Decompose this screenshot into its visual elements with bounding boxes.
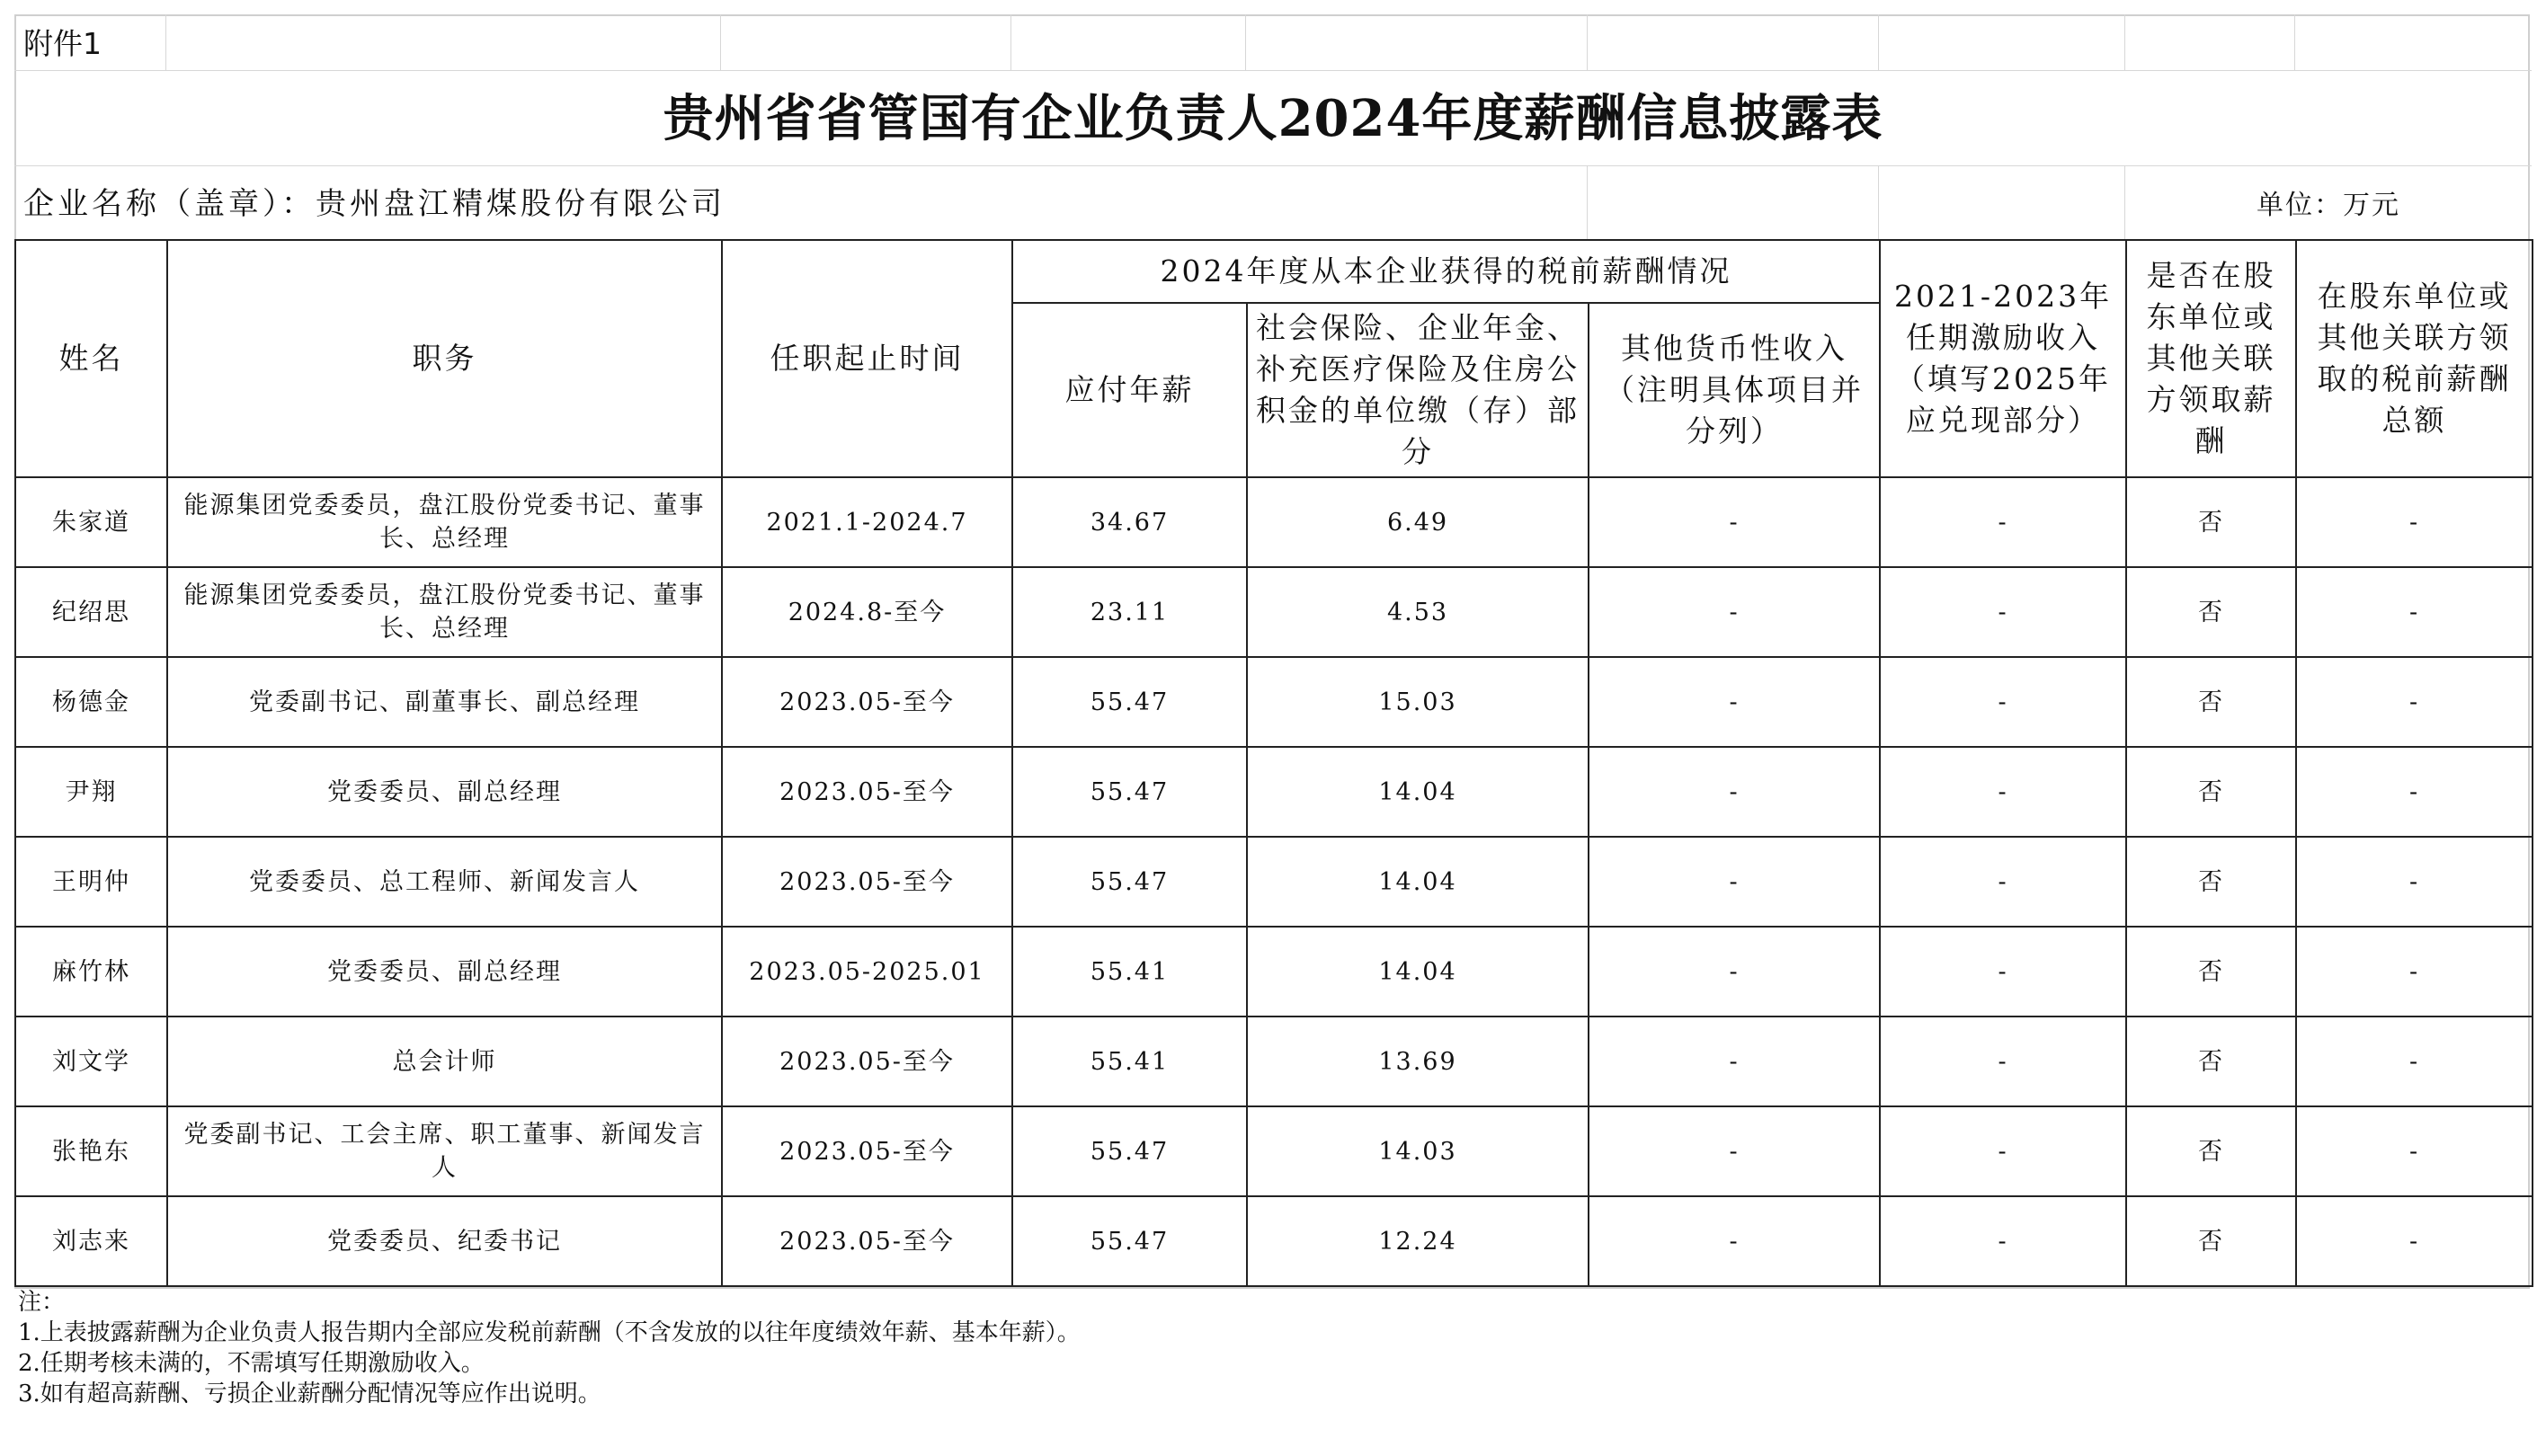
table-row [15, 657, 2533, 747]
gridline [1245, 14, 1246, 70]
cell-term: 2023.05-2025.01 [722, 927, 1012, 1017]
cell-position: 党委委员、纪委书记 [167, 1196, 722, 1286]
gridline [1010, 14, 1011, 70]
cell-annual-pay: 55.41 [1012, 927, 1247, 1017]
note-item: 1.上表披露薪酬为企业负责人报告期内全部应发税前薪酬（不含发放的以往年度绩效年薪、基本年薪）。 [18, 1319, 1081, 1346]
cell-term: 2023.05-至今 [722, 1017, 1012, 1106]
cell-position: 党委委员、副总经理 [167, 927, 722, 1017]
cell-incentive: - [1880, 1017, 2126, 1106]
gridline [14, 70, 2532, 71]
cell-shareholder-paid: 否 [2126, 747, 2296, 837]
cell-name: 朱家道 [15, 477, 167, 567]
cell-name: 纪绍思 [15, 567, 167, 657]
cell-other: - [1589, 927, 1880, 1017]
cell-term: 2021.1-2024.7 [722, 477, 1012, 567]
table-row [15, 747, 2533, 837]
cell-social: 13.69 [1247, 1017, 1589, 1106]
cell-shareholder-paid: 否 [2126, 657, 2296, 747]
cell-annual-pay: 55.47 [1012, 837, 1247, 927]
cell-other: - [1589, 477, 1880, 567]
cell-shareholder-paid: 否 [2126, 1017, 2296, 1106]
header-shareholder-paid: 是否在股东单位或其他关联方领取薪酬 [2126, 240, 2296, 477]
table-row [15, 1196, 2533, 1286]
cell-annual-pay: 55.47 [1012, 1106, 1247, 1196]
cell-social: 6.49 [1247, 477, 1589, 567]
gridline [1587, 14, 1588, 70]
cell-shareholder-total: - [2296, 1106, 2533, 1196]
cell-incentive: - [1880, 927, 2126, 1017]
note-item: 3.如有超高薪酬、亏损企业薪酬分配情况等应作出说明。 [18, 1381, 601, 1407]
cell-other: - [1589, 567, 1880, 657]
cell-social: 14.04 [1247, 927, 1589, 1017]
cell-shareholder-paid: 否 [2126, 927, 2296, 1017]
header-group-2024: 2024年度从本企业获得的税前薪酬情况 [1012, 240, 1880, 303]
cell-position: 能源集团党委委员，盘江股份党委书记、董事长、总经理 [167, 567, 722, 657]
cell-incentive: - [1880, 747, 2126, 837]
cell-social: 4.53 [1247, 567, 1589, 657]
cell-incentive: - [1880, 1196, 2126, 1286]
notes [18, 1287, 1081, 1409]
gridline [1878, 14, 1879, 70]
cell-shareholder-total: - [2296, 567, 2533, 657]
cell-shareholder-total: - [2296, 657, 2533, 747]
cell-shareholder-total: - [2296, 747, 2533, 837]
header-other-income: 其他货币性收入（注明具体项目并分列） [1589, 303, 1880, 477]
cell-other: - [1589, 1196, 1880, 1286]
cell-shareholder-paid: 否 [2126, 837, 2296, 927]
header-incentive: 2021-2023年任期激励收入（填写2025年应兑现部分） [1880, 240, 2126, 477]
cell-other: - [1589, 1106, 1880, 1196]
cell-name: 杨德金 [15, 657, 167, 747]
gridline [1587, 165, 1588, 239]
unit-label: 单位：万元 [2257, 190, 2400, 221]
company-label: 企业名称（盖章）：贵州盘江精煤股份有限公司 [23, 186, 726, 222]
cell-shareholder-total: - [2296, 837, 2533, 927]
table-row [15, 837, 2533, 927]
cell-position: 党委副书记、副董事长、副总经理 [167, 657, 722, 747]
cell-social: 14.04 [1247, 747, 1589, 837]
cell-shareholder-paid: 否 [2126, 1196, 2296, 1286]
cell-term: 2023.05-至今 [722, 1196, 1012, 1286]
gridline [2294, 14, 2295, 70]
header-position: 职务 [167, 240, 722, 477]
header-term: 任职起止时间 [722, 240, 1012, 477]
gridline [14, 165, 2532, 166]
cell-name: 尹翔 [15, 747, 167, 837]
cell-annual-pay: 23.11 [1012, 567, 1247, 657]
cell-other: - [1589, 1017, 1880, 1106]
cell-shareholder-total: - [2296, 927, 2533, 1017]
gridline [1878, 165, 1879, 239]
cell-annual-pay: 55.47 [1012, 747, 1247, 837]
cell-annual-pay: 55.41 [1012, 1017, 1247, 1106]
cell-term: 2024.8-至今 [722, 567, 1012, 657]
cell-term: 2023.05-至今 [722, 837, 1012, 927]
page-title: 贵州省省管国有企业负责人2024年度薪酬信息披露表 [663, 89, 1883, 148]
gridline [2124, 14, 2125, 70]
header-shareholder-total: 在股东单位或其他关联方领取的税前薪酬总额 [2296, 240, 2533, 477]
cell-shareholder-paid: 否 [2126, 1106, 2296, 1196]
cell-social: 14.03 [1247, 1106, 1589, 1196]
cell-name: 麻竹林 [15, 927, 167, 1017]
cell-incentive: - [1880, 657, 2126, 747]
notes-heading: 注： [18, 1289, 66, 1316]
gridline [720, 14, 721, 70]
cell-name: 刘文学 [15, 1017, 167, 1106]
annex-label: 附件1 [23, 26, 102, 61]
cell-name: 刘志来 [15, 1196, 167, 1286]
cell-shareholder-total: - [2296, 1017, 2533, 1106]
cell-annual-pay: 55.47 [1012, 657, 1247, 747]
cell-position: 总会计师 [167, 1017, 722, 1106]
table-row [15, 927, 2533, 1017]
cell-shareholder-paid: 否 [2126, 477, 2296, 567]
gridline [2124, 165, 2125, 239]
cell-annual-pay: 55.47 [1012, 1196, 1247, 1286]
cell-shareholder-paid: 否 [2126, 567, 2296, 657]
cell-name: 王明仲 [15, 837, 167, 927]
cell-incentive: - [1880, 477, 2126, 567]
cell-incentive: - [1880, 567, 2126, 657]
cell-social: 14.04 [1247, 837, 1589, 927]
header-annual-pay: 应付年薪 [1012, 303, 1247, 477]
table-row [15, 1106, 2533, 1196]
cell-position: 党委委员、副总经理 [167, 747, 722, 837]
cell-other: - [1589, 837, 1880, 927]
salary-table [14, 239, 2533, 1287]
cell-position: 党委委员、总工程师、新闻发言人 [167, 837, 722, 927]
header-name: 姓名 [15, 240, 167, 477]
note-item: 2.任期考核未满的，不需填写任期激励收入。 [18, 1350, 485, 1377]
cell-term: 2023.05-至今 [722, 747, 1012, 837]
cell-annual-pay: 34.67 [1012, 477, 1247, 567]
cell-position: 能源集团党委委员，盘江股份党委书记、董事长、总经理 [167, 477, 722, 567]
header-social-insurance: 社会保险、企业年金、补充医疗保险及住房公积金的单位缴（存）部分 [1247, 303, 1589, 477]
table-row [15, 567, 2533, 657]
cell-other: - [1589, 747, 1880, 837]
cell-shareholder-total: - [2296, 477, 2533, 567]
cell-social: 15.03 [1247, 657, 1589, 747]
cell-term: 2023.05-至今 [722, 1106, 1012, 1196]
cell-term: 2023.05-至今 [722, 657, 1012, 747]
cell-social: 12.24 [1247, 1196, 1589, 1286]
cell-incentive: - [1880, 837, 2126, 927]
cell-other: - [1589, 657, 1880, 747]
cell-name: 张艳东 [15, 1106, 167, 1196]
cell-position: 党委副书记、工会主席、职工董事、新闻发言人 [167, 1106, 722, 1196]
cell-shareholder-total: - [2296, 1196, 2533, 1286]
table-row [15, 477, 2533, 567]
table-row [15, 1017, 2533, 1106]
cell-incentive: - [1880, 1106, 2126, 1196]
gridline [165, 14, 166, 70]
